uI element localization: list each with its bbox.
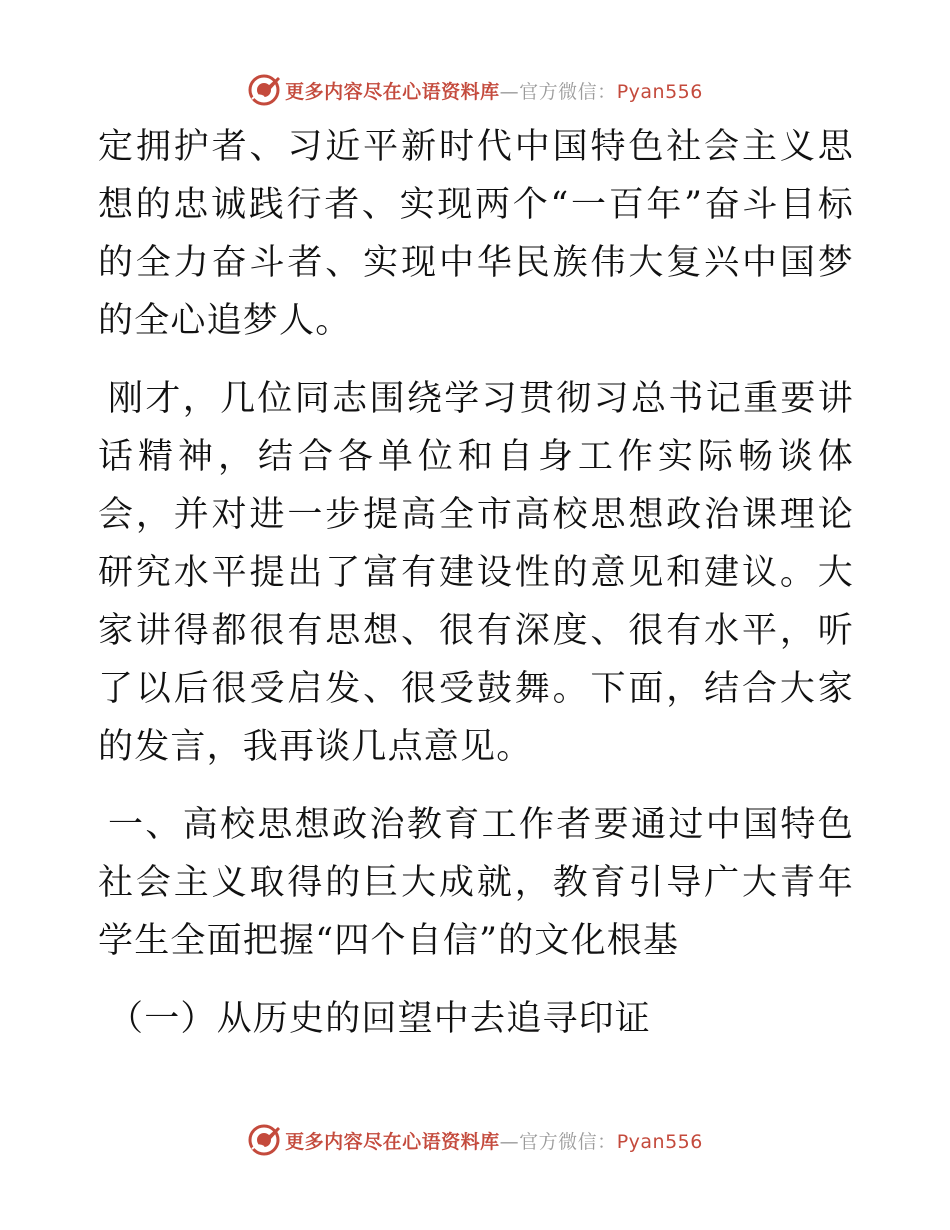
paragraph-continuation: 定拥护者、习近平新时代中国特色社会主义思想的忠诚践行者、实现两个“一百年”奋斗目标的全力奋斗者、实现中华民族伟大复兴中国梦的全心追梦人。 [98, 127, 854, 341]
document-body [98, 118, 854, 1048]
subsection-heading-one: （一）从历史的回望中去追寻印证 [108, 999, 652, 1039]
header-banner [0, 70, 950, 110]
section-heading-one: 一、高校思想政治教育工作者要通过中国特色社会主义取得的巨大成就，教育引导广大青年学生全面把握“四个自信”的文化根基 [98, 805, 854, 961]
brand-logo-icon [247, 1123, 281, 1157]
paragraph-remarks: 刚才，几位同志围绕学习贯彻习总书记重要讲话精神，结合各单位和自身工作实际畅谈体会，并对进一步提高全市高校思想政治课理论研究水平提出了富有建设性的意见和建议。大家讲得都很有思想、很有深度、很有水平，听了以后很受启发、很受鼓舞。下面，结合大家的发言，我再谈几点意见。 [98, 379, 854, 767]
header-banner-text: 更多内容尽在心语资料库—官方微信：Pyan556 [285, 80, 703, 103]
footer-banner [0, 1120, 950, 1160]
brand-logo-icon [247, 73, 281, 107]
footer-banner-text: 更多内容尽在心语资料库—官方微信：Pyan556 [285, 1130, 703, 1153]
